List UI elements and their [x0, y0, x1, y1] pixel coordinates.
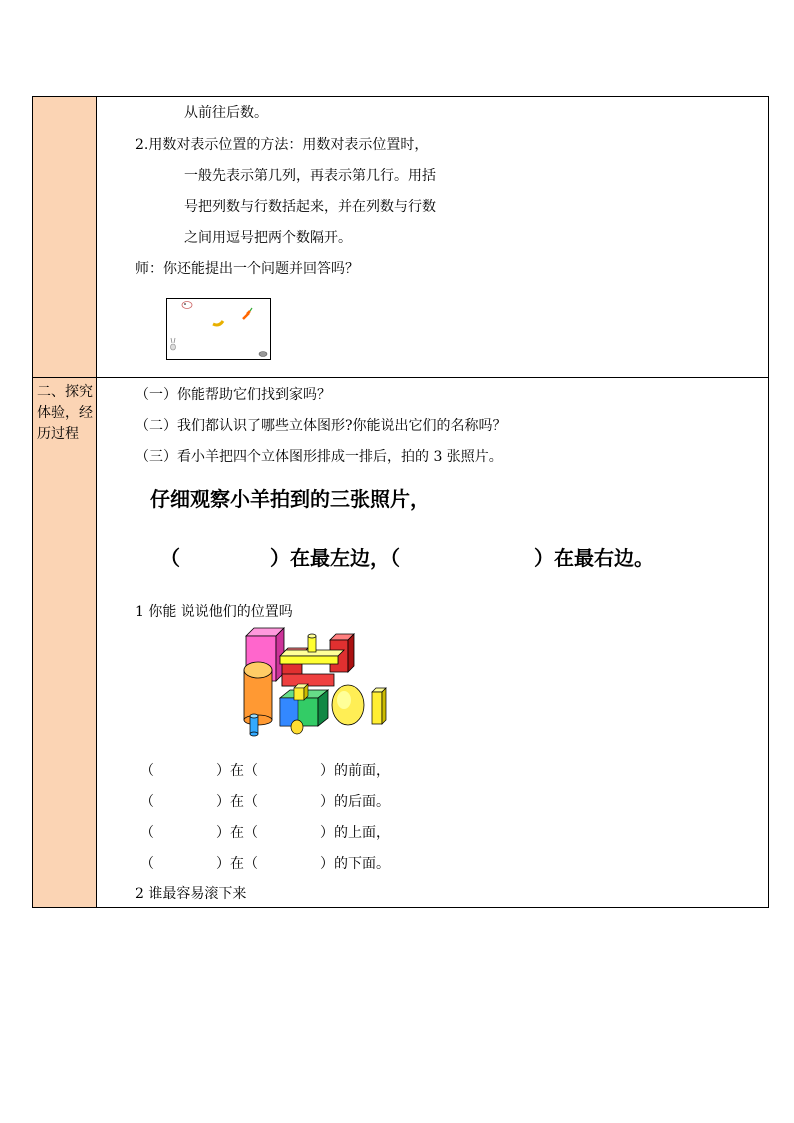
- observe-heading: 仔细观察小羊拍到的三张照片，: [150, 487, 430, 511]
- banana-icon: [213, 321, 223, 325]
- carrot-icon: [243, 311, 250, 319]
- task-2: 2 谁最容易滚下来: [135, 886, 247, 902]
- text-line-4: 号把列数与行数括起来，并在列数与行数: [184, 199, 436, 215]
- mouse-icon: [259, 352, 267, 357]
- pig-icon: [182, 302, 192, 309]
- solid-shapes-illustration: [238, 626, 390, 740]
- yellow-ball: [291, 720, 303, 734]
- yellow-plank: [280, 656, 338, 664]
- fill-leftmost-text: ）在最左边，（: [270, 546, 400, 570]
- text-line-2: 2.用数对表示位置的方法：用数对表示位置时，: [135, 137, 429, 153]
- text-line-1: 从前往后数。: [184, 105, 268, 121]
- animal-position-picture: [166, 298, 271, 360]
- text-line-5: 之间用逗号把两个数隔开。: [184, 230, 352, 246]
- small-yellow-cylinder: [308, 636, 316, 652]
- question-3: （三）看小羊把四个立体图形排成一排后，拍的 3 张照片。: [135, 449, 503, 465]
- text-line-3: 一般先表示第几列，再表示第几行。用括: [184, 168, 436, 184]
- stage-column: [33, 97, 97, 907]
- blue-cylinder: [250, 716, 258, 734]
- teacher-question: 师：你还能提出一个问题并回答吗？: [135, 261, 359, 277]
- fill-rightmost-text: ）在最右边。: [534, 546, 654, 570]
- yellow-prism: [372, 692, 382, 724]
- rabbit-icon: [171, 344, 176, 350]
- fill-open-left: （: [160, 546, 180, 570]
- small-yellow-cube: [294, 688, 304, 700]
- question-2: （二）我们都认识了哪些立体图形?你能说出它们的名称吗？: [135, 418, 507, 434]
- question-1: （一）你能帮助它们找到家吗？: [135, 387, 331, 403]
- row-divider: [33, 377, 768, 378]
- stage-2-label: 二、探究体验，经历过程: [37, 384, 93, 442]
- animal-icons: [167, 299, 270, 359]
- task-1: 1 你能 说说他们的位置吗: [135, 604, 293, 620]
